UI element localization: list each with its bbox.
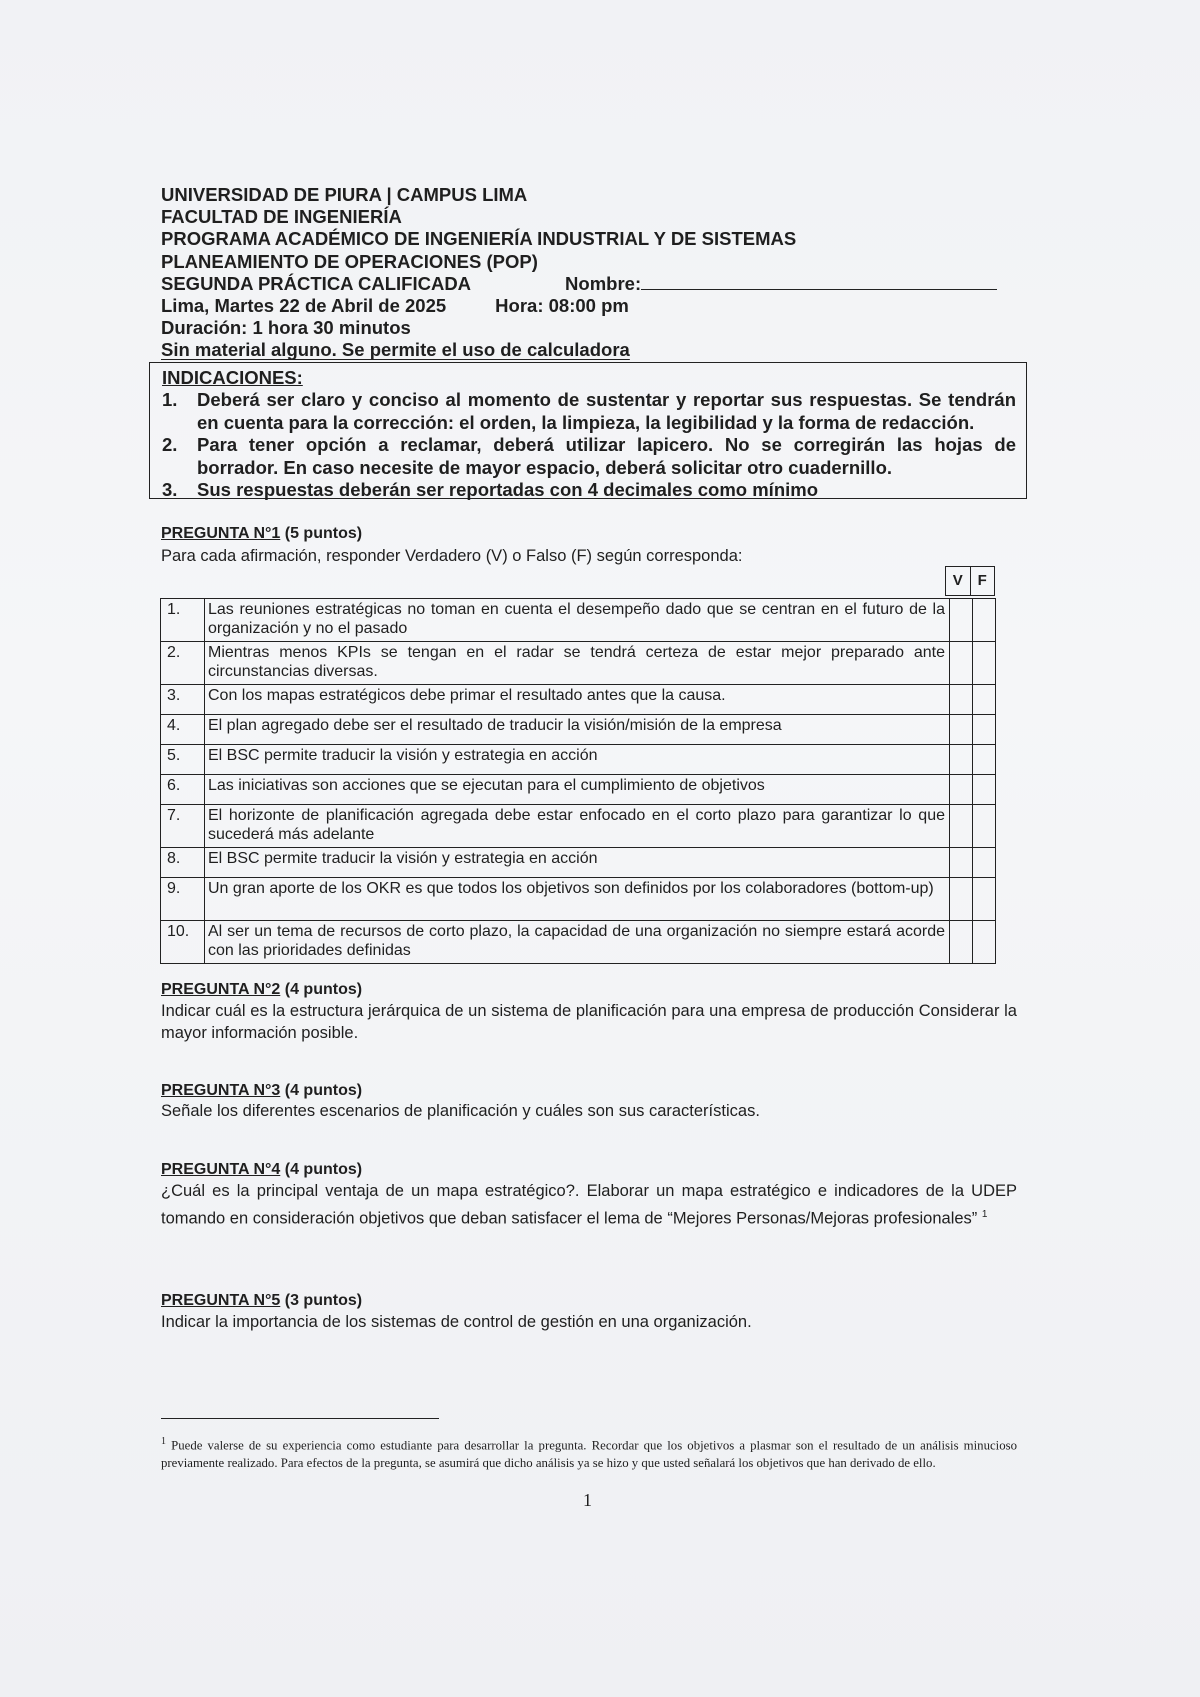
statement-text: Mientras menos KPIs se tengan en el radar se tendrá certeza de estar mejor preparado ante circunstancias diversas. <box>205 642 950 685</box>
false-checkbox[interactable] <box>973 745 996 775</box>
false-checkbox[interactable] <box>973 921 996 964</box>
exam-time: Hora: 08:00 pm <box>495 295 629 317</box>
table-row <box>161 715 996 745</box>
program-line: PROGRAMA ACADÉMICO DE INGENIERÍA INDUSTRIAL Y DE SISTEMAS <box>161 228 797 250</box>
table-row <box>161 848 996 878</box>
date-time-row <box>161 295 1061 317</box>
exam-duration: Duración: 1 hora 30 minutos <box>161 317 411 339</box>
question-4-text <box>161 1180 1017 1231</box>
indication-number: 2. <box>162 434 178 456</box>
statement-text: El BSC permite traducir la visión y estrategia en acción <box>205 745 950 775</box>
page-number: 1 <box>583 1490 592 1510</box>
false-column-label: F <box>977 572 987 589</box>
question-2-text: Indicar cuál es la estructura jerárquica de un sistema de planificación para una empresa de producción Considerar la mayor información posible. <box>161 1002 1017 1042</box>
name-label: Nombre: <box>565 272 642 294</box>
question-points: (4 puntos) <box>284 1082 363 1099</box>
true-checkbox[interactable] <box>950 848 973 878</box>
question-3-text: Señale los diferentes escenarios de planificación y cuáles son sus características. <box>161 1102 760 1120</box>
statement-number: 6. <box>161 775 205 805</box>
indications-title: INDICACIONES: <box>162 367 303 388</box>
exam-name-row <box>161 273 1061 295</box>
footnote-marker: 1 <box>161 1436 166 1447</box>
university-line: UNIVERSIDAD DE PIURA | CAMPUS LIMA <box>161 184 528 205</box>
statement-number: 2. <box>161 642 205 685</box>
true-checkbox[interactable] <box>950 715 973 745</box>
statement-text: El plan agregado debe ser el resultado de traducir la visión/misión de la empresa <box>205 715 950 745</box>
true-checkbox[interactable] <box>950 921 973 964</box>
table-row <box>161 775 996 805</box>
indication-text: Deberá ser claro y conciso al momento de sustentar y reportar sus respuestas. Se tendrán en cuenta para la corrección: el orden, la limpieza, la legibilidad y la forma de redacción. <box>197 389 1016 433</box>
statement-text: El horizonte de planificación agregada debe estar enfocado en el corto plazo para garantizar lo que sucederá más adelante <box>205 805 950 848</box>
statement-number: 8. <box>161 848 205 878</box>
true-checkbox[interactable] <box>950 745 973 775</box>
indication-text: Sus respuestas deberán ser reportadas con 4 decimales como mínimo <box>197 479 819 501</box>
false-checkbox[interactable] <box>973 805 996 848</box>
statement-number: 5. <box>161 745 205 775</box>
statement-text: Las reuniones estratégicas no toman en cuenta el desempeño dado que se centran en el futuro de la organización y no el pasado <box>205 599 950 642</box>
true-checkbox[interactable] <box>950 878 973 921</box>
footnote-divider <box>161 1418 439 1419</box>
exam-title: SEGUNDA PRÁCTICA CALIFICADA <box>161 272 472 294</box>
indication-item <box>162 434 1016 479</box>
question-label: PREGUNTA N°1 <box>161 525 281 542</box>
table-row <box>161 805 996 848</box>
question-label: PREGUNTA N°2 <box>161 981 281 998</box>
statement-text: Un gran aporte de los OKR es que todos los objetivos son definidos por los colaboradores (bottom-up) <box>205 878 950 921</box>
true-checkbox[interactable] <box>950 775 973 805</box>
question-label: PREGUNTA N°3 <box>161 1082 281 1099</box>
statement-number: 3. <box>161 685 205 715</box>
statement-number: 7. <box>161 805 205 848</box>
question-points: (5 puntos) <box>284 525 363 542</box>
question-5-title <box>161 1292 362 1310</box>
question-2-title <box>161 981 362 999</box>
name-field[interactable] <box>641 273 997 290</box>
false-checkbox[interactable] <box>973 715 996 745</box>
table-row <box>161 642 996 685</box>
false-checkbox[interactable] <box>973 775 996 805</box>
indication-number: 1. <box>162 389 178 411</box>
footnote-text: Puede valerse de su experiencia como estudiante para desarrollar la pregunta. Recordar que los objetivos a plasmar son el resultado de un análisis minucioso previamente realizado. Para efectos de la pregunta, se asumirá que dicho análisis ya se hizo y que usted señalará los objetivos que han derivado de ello. <box>161 1438 1017 1471</box>
false-checkbox[interactable] <box>973 878 996 921</box>
statement-text: Al ser un tema de recursos de corto plazo, la capacidad de una organización no siempre estará acorde con las prioridades definidas <box>205 921 950 964</box>
question-4-title <box>161 1161 362 1179</box>
true-checkbox[interactable] <box>950 685 973 715</box>
question-5-text: Indicar la importancia de los sistemas de control de gestión en una organización. <box>161 1313 752 1331</box>
question-points: (3 puntos) <box>284 1292 363 1309</box>
statement-number: 4. <box>161 715 205 745</box>
question-1-title <box>161 525 362 543</box>
false-checkbox[interactable] <box>973 599 996 642</box>
statement-number: 10. <box>161 921 205 964</box>
false-checkbox[interactable] <box>973 848 996 878</box>
indication-item <box>162 479 1016 501</box>
footnote <box>161 1433 1017 1472</box>
indication-item <box>162 389 1016 434</box>
true-checkbox[interactable] <box>950 805 973 848</box>
exam-header <box>161 184 1061 362</box>
indication-text: Para tener opción a reclamar, deberá utilizar lapicero. No se corregirán las hojas de borrador. En caso necesite de mayor espacio, deberá solicitar otro cuadernillo. <box>197 434 1016 478</box>
question-1-instruction: Para cada afirmación, responder Verdadero (V) o Falso (F) según corresponda: <box>161 547 743 565</box>
footnote-reference: 1 <box>981 1209 988 1220</box>
table-row <box>161 745 996 775</box>
false-checkbox[interactable] <box>973 685 996 715</box>
statement-text: Las iniciativas son acciones que se ejecutan para el cumplimiento de objetivos <box>205 775 950 805</box>
indications-box <box>149 362 1027 499</box>
table-row <box>161 599 996 642</box>
statement-text: Con los mapas estratégicos debe primar el resultado antes que la causa. <box>205 685 950 715</box>
statement-number: 1. <box>161 599 205 642</box>
statement-number: 9. <box>161 878 205 921</box>
exam-date: Lima, Martes 22 de Abril de 2025 <box>161 295 447 317</box>
true-false-header <box>945 566 995 596</box>
question-4-body: ¿Cuál es la principal ventaja de un mapa estratégico?. Elaborar un mapa estratégico e indicadores de la UDEP tomando en consideración objetivos que deban satisfacer el lema de “Mejores Personas/Mejoras profesionales” <box>161 1182 1017 1228</box>
table-row <box>161 921 996 964</box>
question-label: PREGUNTA N°4 <box>161 1161 281 1178</box>
statement-text: El BSC permite traducir la visión y estrategia en acción <box>205 848 950 878</box>
exam-materials: Sin material alguno. Se permite el uso de calculadora <box>161 339 630 361</box>
indication-number: 3. <box>162 479 178 501</box>
true-checkbox[interactable] <box>950 599 973 642</box>
question-points: (4 puntos) <box>284 981 363 998</box>
course-line: PLANEAMIENTO DE OPERACIONES (POP) <box>161 250 538 272</box>
table-row <box>161 878 996 921</box>
true-false-table <box>160 598 996 964</box>
question-label: PREGUNTA N°5 <box>161 1292 281 1309</box>
false-checkbox[interactable] <box>973 642 996 685</box>
question-3-title <box>161 1082 362 1100</box>
faculty-line: FACULTAD DE INGENIERÍA <box>161 206 402 228</box>
true-checkbox[interactable] <box>950 642 973 685</box>
question-points: (4 puntos) <box>284 1161 363 1178</box>
true-column-label: V <box>946 567 971 595</box>
table-row <box>161 685 996 715</box>
